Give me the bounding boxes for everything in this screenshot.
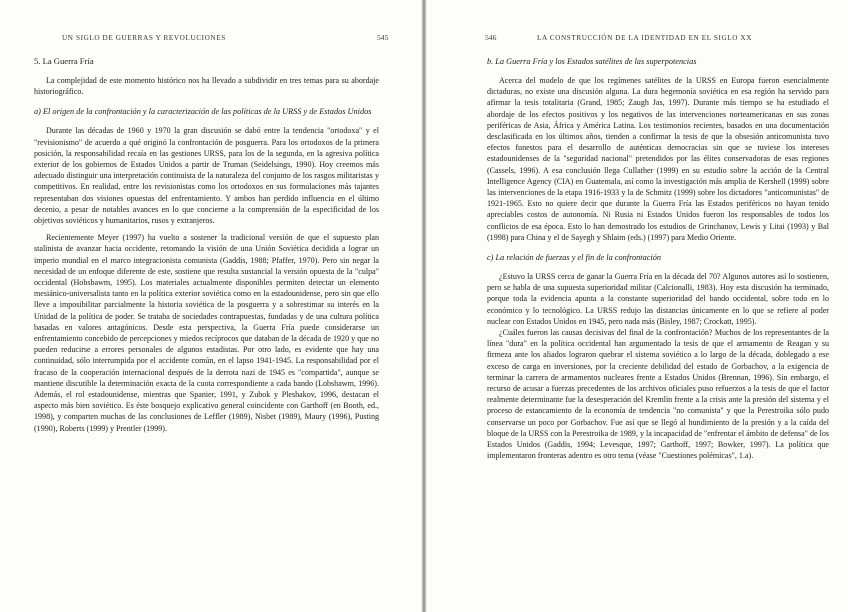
paragraph-c2: ¿Cuáles fueron las causas decisivas del final de la confrontación? Muchos de los representantes de la línea "dura" en la política occidental han argumentado la tesis de que el armamento de Reagan y su firmeza ante los aliados lograron quebrar el sistema soviético a lo largo de la década, doblegado a ese exceso de carga en inversiones, por la creciente debilidad del estado de Gorbachov, a la exigencia de terminar la carrera de armamentos nucleares frente a Estados Unidos (Brennan, 1996). Sin embargo, el recurso de acusar a fuerzas precedentes de los archivos oficiales puso refuerzos a la tesis de que el factor realmente determinante fue la desesperación del Kremlin frente a la crisis ante la presión del sistema y el proceso de estancamiento de la economía de tendencia "no comunista" y que la Perestroika sólo pudo conservarse un poco por Gorbachov. Fue así que se llegó al hundimiento de la presión y a la caída del bloque de la URSS con la Perestroika de 1989, y la incapacidad de "enfrentar el ámbito de defensa" de los Estados Unidos (Gaddis, 1994; Levesque, 1997; Garthoff, 1997; Bowker, 1997). La política que implementaron fronteras adentro es otro tema (véase "Cuestiones polémicas", 1.a). xyxy=(487,328,829,461)
right-page xyxy=(427,0,848,612)
subsection-title-a: a) El origen de la confrontación y la caracterización de las políticas de la URSS y de Estados Unidos xyxy=(34,107,372,117)
right-page-body xyxy=(487,56,829,462)
left-page-number: 545 xyxy=(377,33,389,42)
section-title: 5. La Guerra Fría xyxy=(34,56,94,66)
subsection-title-b: b. La Guerra Fría y los Estados satélites de las superpotencias xyxy=(487,57,697,66)
left-running-head: UN SIGLO DE GUERRAS Y REVOLUCIONES xyxy=(62,34,226,42)
paragraph-c1: ¿Estuvo la URSS cerca de ganar la Guerra Fría en la década del 70? Algunos autores así lo sostienen, pero se habla de una supuesta superioridad militar (Calcionalli, 1983). Hoy esta discusión ha terminado, porque toda la evidencia apunta a la constante superioridad del bando occidental, sobre todo en lo económico y lo tecnológico. La URSS redujo las distancias únicamente en lo que se refiere al poder nuclear con Estados Unidos en 1945, pero nada más (Bisley, 1987; Crockatt, 1995). xyxy=(487,272,829,326)
left-page xyxy=(0,0,421,612)
left-page-body xyxy=(34,56,379,440)
paragraph-a1: Durante las décadas de 1960 y 1970 la gran discusión se dabó entre la tendencia "ortodoxa" y el "revisionismo" de acuerdo a qué originó la confrontación de posguerra. Para los ortodoxos de la primera posición, la responsabilidad recaía en las gestiones URSS, para los de la segunda, en la agresiva política exterior de los gobiernos de Estados Unidos a partir de Truman (Seidelsings, 1990). Hoy creemos más adecuado distinguir una interpretación continuista de la naturaleza del conjunto de los rasgos militaristas y competitivos. En realidad, entre los revisionistas como los ortodoxos en sus formulaciones más tajantes representaban dos visiones opuestas del enfrentamiento. Y ambos han perdido influencia en el último decenio, a pesar de notables avances en lo que concierne a la comprensión de la especificidad de los objetivos soviéticos y humanitarios, rusos y extranjeros. xyxy=(34,126,379,226)
intro-paragraph: La complejidad de este momento histórico nos ha llevado a subdividir en tres temas para su abordaje historiográfico. xyxy=(34,76,379,97)
subsection-title-c: c) La relación de fuerzas y el fin de la confrontación xyxy=(487,253,662,263)
right-running-head: LA CONSTRUCCIÓN DE LA IDENTIDAD EN EL SIGLO XX xyxy=(537,34,752,42)
paragraph-a2: Recientemente Meyer (1997) ha vuelto a sostener la tradicional versión de que el supuesto plan stalinista de avanzar hacia occidente, retomando la visión de una Unión Soviética decidida a lograr un imperio mundial en el marco integracionista comunista (Gaddis, 1988; Pfaffer, 1970). Pero sin negar la necesidad de un enfoque diferente de este, sostiene que resulta sustancial la versión opuesta de la "culpa" occidental (Hobsbawm, 1995). Los materiales actualmente disponibles permiten detectar un elemento mesiánico-universalista tanto en la política exterior soviética como en la estadounidense, pero sin que ello lleve a imposibilitar parcialmente la historia soviética de la posguerra y a sobrestimar su interés en la Unidad de la política de poder. Se trataba de sociedades contrapuestas, fundadas y de una cultura política basadas en valores antagónicos. Desde esta perspectiva, la Guerra Fría puede considerarse un enfrentamiento concebido de percepciones y miedos recíprocos que databan de la década de 1920 y que no pueden reducirse a errores personales de algunos estadistas. Por otro lado, es evidente que hay una continuidad, sólo interrumpida por el accidente común, en el lapso 1941-1945. La responsabilidad por el fracaso de la cooperación internacional después de la derrota nazi de 1945 es "compartida", aunque se mantiene discutible la determinación exacta de la cuota correspondiente a cada bando (Lobsbawm, 1996). Además, el rol estadounidense, mientras que Spanier, 1991, y Zubok y Pleshakov, 1996, destacan el aspecto más bien soviético. Es éste bosquejo explicativo general coincidente con Garthoff (en Booth, ed., 1998), y comparten muchas de las conclusiones de Leffler (1989), Nisbet (1989), Maury (1996), Pusting (1990), Roberts (1999) y Prentler (1999). xyxy=(34,233,379,433)
right-page-number: 546 xyxy=(485,33,497,42)
paragraph-b: Acerca del modelo de que los regímenes satélites de la URSS en Europa fueron esencialmente dictaduras, no existe una discusión alguna. La dura hegemonía soviética en esa región ha servido para afirmar la tesis totalitaria (Grand, 1985; Zaugh Jas, 1997). Durante más tiempo se ha estudiado el abordaje de los efectos positivos y los negativos de las intervenciones norteamericanas en sus zonas periféricas de Asia, África y América Latina. Los testimonios recientes, basados en una documentación desclasificada en los últimos años, tienden a confirmar la tesis de que la obsesión anticomunista tuvo efectos funestos para el desarrollo de auténticas democracias sin que se tuviese los intereses estadounidenses de la "seguridad nacional" pretendidos por las élites conservadoras de esas regiones (Cassels, 1996). A esa conclusión llega Cullather (1999) en su estudio sobre la acción de la Central Intelligence Agency (CIA) en Guatemala, así como la investigación más amplia de Kershell (1999) sobre las intervenciones de la etapa 1916-1933 y la de Schmitz (1999) sobre los dictadores "anticomunistas" de 1921-1965. Esto no quiere decir que durante la Guerra Fría las Estados periféricos no hayan tenido apreciables costos de autonomía. Ni Rusia ni Estados Unidos fueron los responsables de todos los conflictos de esa época. Esto lo han demostrado los estudios de Grinchanov, Lewis y Litai (1993) y Bal (1998) para China y el de Sayegh y Shlaim (eds.) (1997) para Medio Oriente. xyxy=(487,76,829,242)
